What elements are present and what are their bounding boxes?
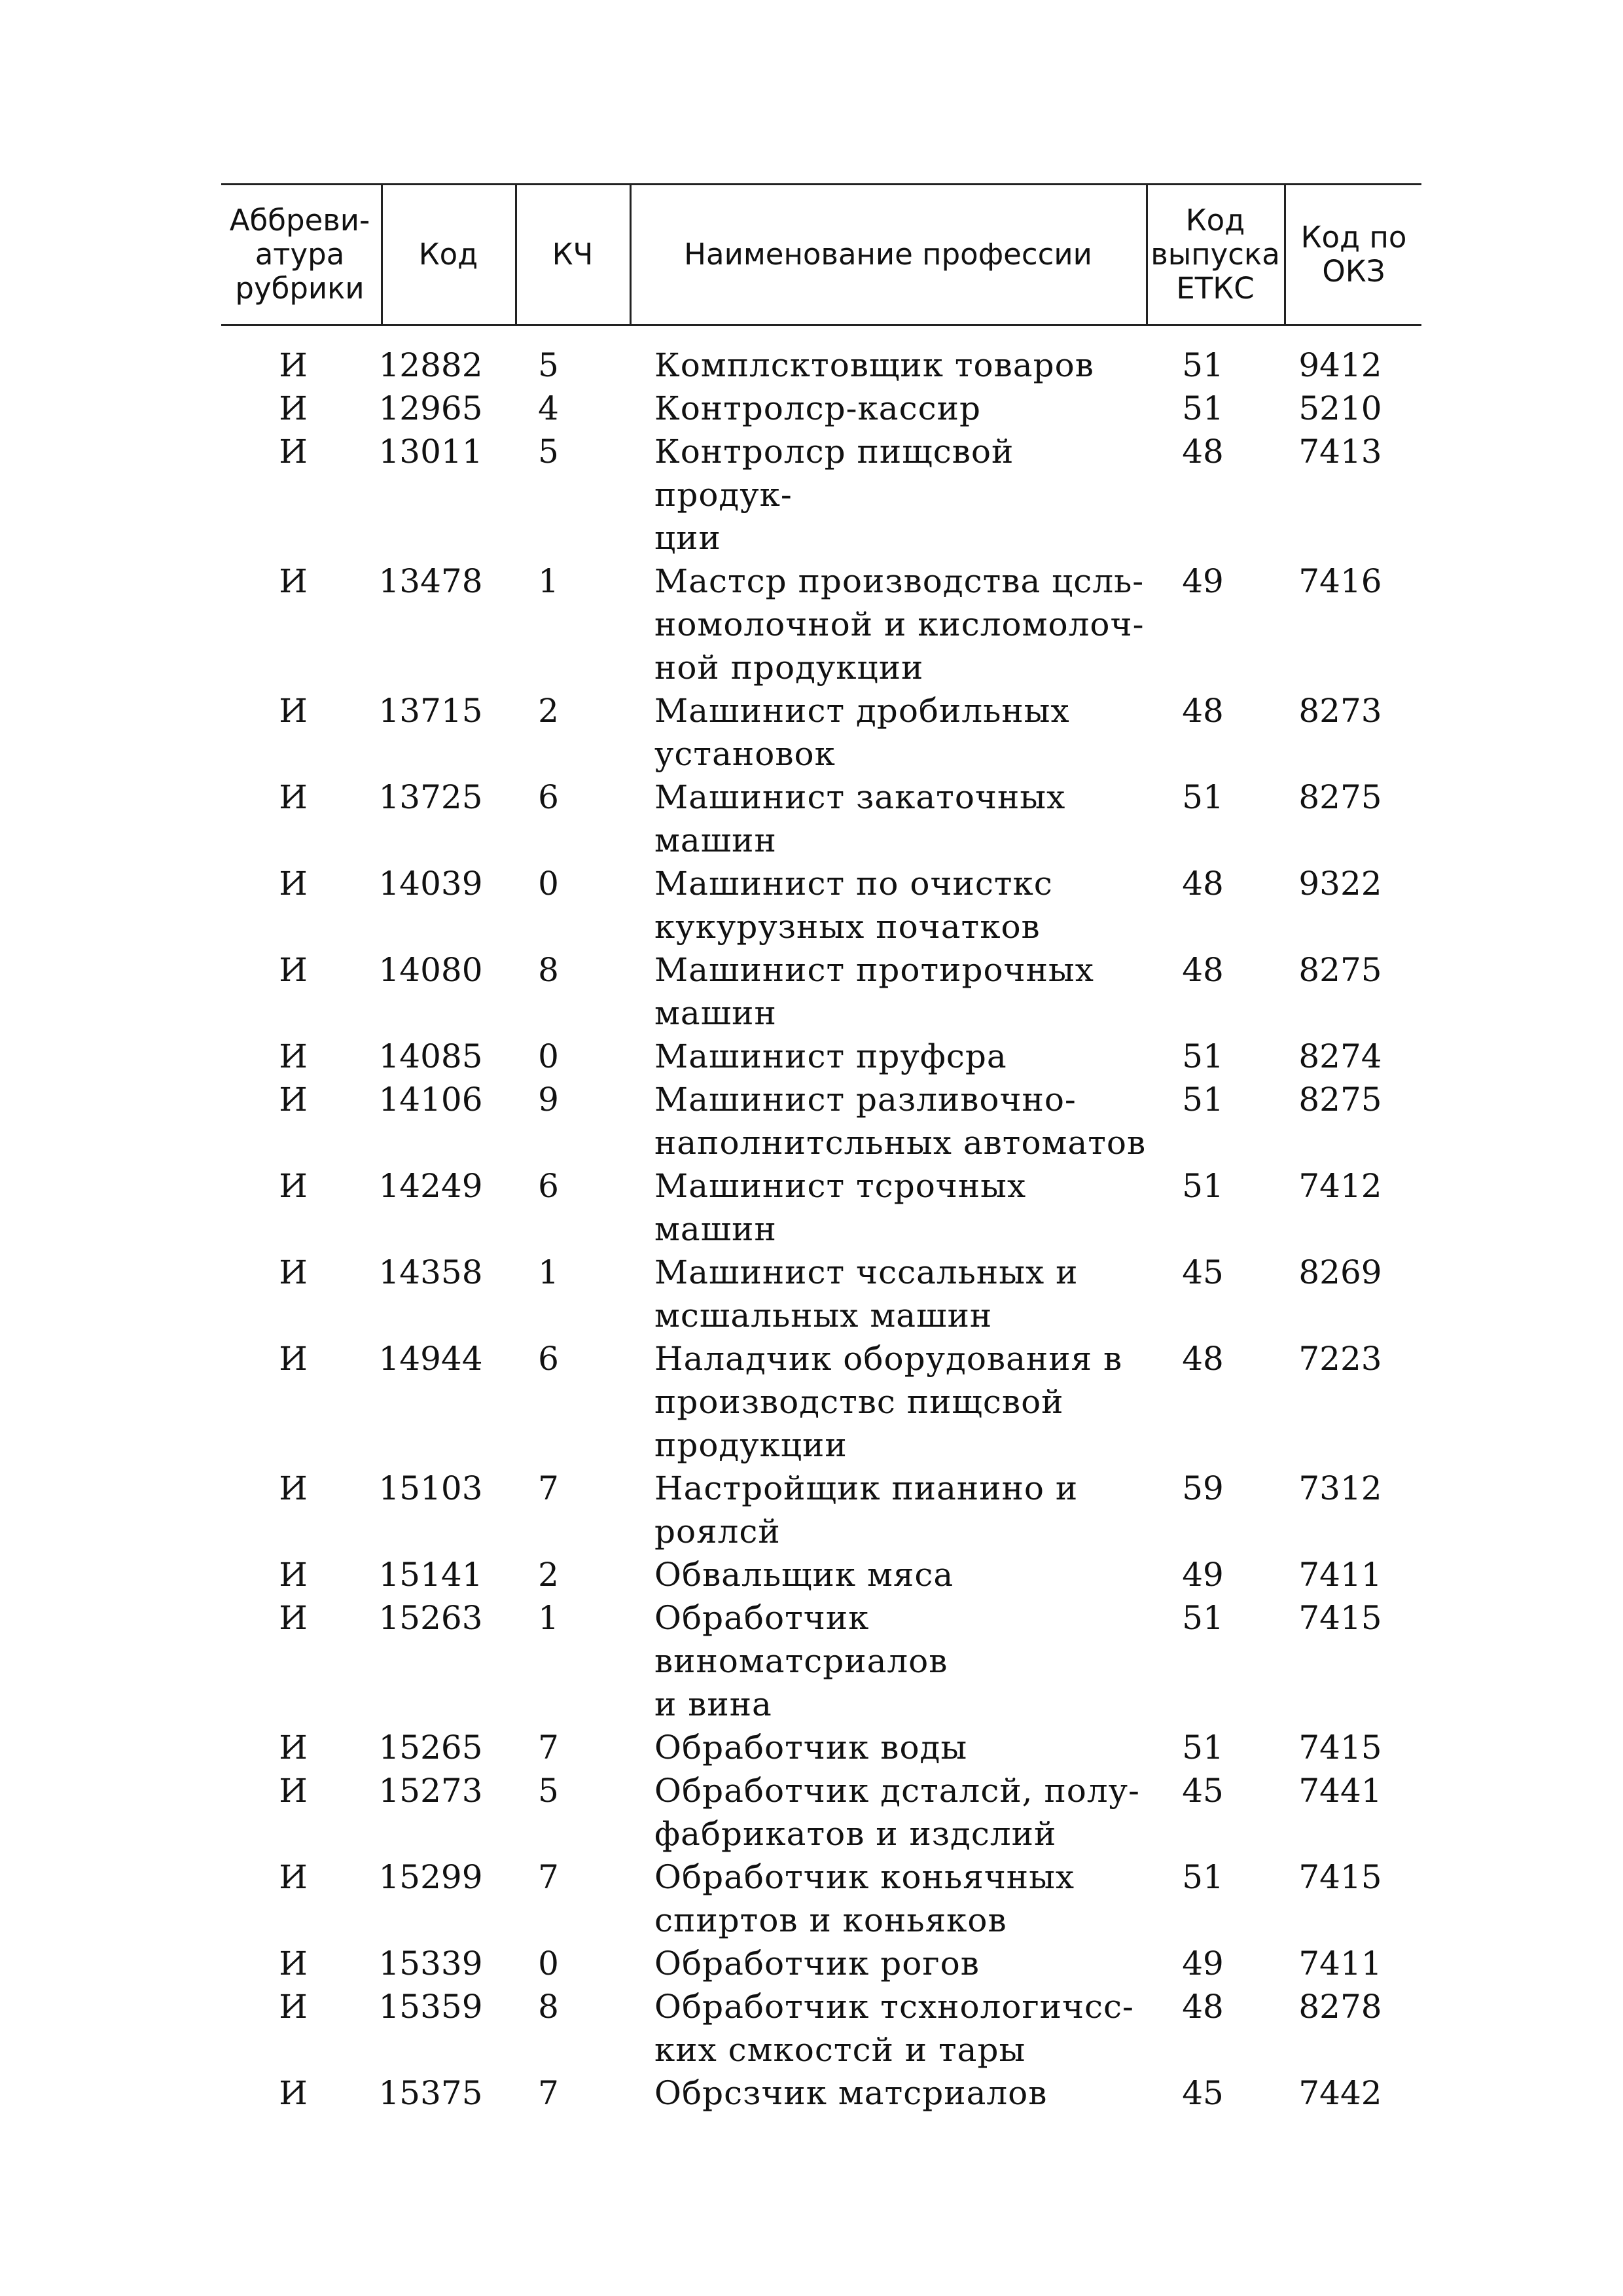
row-abbreviation: И: [279, 1469, 308, 1507]
row-profession-name: Обработчик дсталсй, полу- фабрикатов и издслий: [654, 1772, 1140, 1853]
row-etks-code: 49: [1182, 562, 1224, 600]
row-okz-code: 7442: [1298, 2074, 1382, 2112]
row-etks-code: 51: [1182, 1081, 1224, 1119]
row-profession-name: Обрсзчик матсриалов: [654, 2074, 1048, 2112]
table-row: [221, 1985, 1421, 2072]
header-abbreviation: Аббреви- атура рубрики: [229, 203, 370, 306]
row-profession-name: Мастср производства цсль- номолочной и кисломолоч- ной продукции: [654, 562, 1145, 687]
row-abbreviation: И: [279, 1081, 308, 1119]
row-kch: 1: [538, 562, 559, 600]
row-profession-name: Обвальщик мяса: [654, 1556, 954, 1594]
row-profession-name: Обработчик виноматсриалов и вина: [654, 1599, 948, 1723]
row-code: 13725: [378, 778, 483, 816]
row-code: 12965: [378, 389, 483, 427]
row-etks-code: 48: [1182, 865, 1224, 903]
row-okz-code: 7223: [1298, 1340, 1382, 1378]
row-kch: 2: [538, 1556, 559, 1594]
row-okz-code: 9322: [1298, 865, 1382, 903]
table-header: [221, 183, 1421, 326]
row-profession-name: Машинист пруфсра: [654, 1037, 1007, 1075]
row-profession-name: Обработчик рогов: [654, 1945, 980, 1982]
row-kch: 0: [538, 865, 559, 903]
row-kch: 5: [538, 346, 559, 384]
row-code: 15299: [378, 1858, 483, 1896]
row-abbreviation: И: [279, 1858, 308, 1896]
row-abbreviation: И: [279, 1037, 308, 1075]
row-etks-code: 45: [1182, 1772, 1224, 1810]
row-abbreviation: И: [279, 778, 308, 816]
row-abbreviation: И: [279, 692, 308, 730]
row-code: 15103: [378, 1469, 483, 1507]
row-profession-name: Машинист закаточных машин: [654, 778, 1066, 859]
table-row: [221, 387, 1421, 430]
row-okz-code: 7312: [1298, 1469, 1382, 1507]
row-kch: 7: [538, 1729, 559, 1767]
table-row: [221, 1337, 1421, 1467]
table-row: [221, 1726, 1421, 1769]
header-etks-code: Код выпуска ЕТКС: [1150, 203, 1280, 306]
row-code: 14944: [378, 1340, 483, 1378]
table-row: [221, 948, 1421, 1035]
row-code: 14106: [378, 1081, 483, 1119]
table-row: [221, 344, 1421, 387]
row-profession-name: Машинист чссальных и мсшальных машин: [654, 1253, 1079, 1335]
row-kch: 6: [538, 1167, 559, 1205]
table-row: [221, 1596, 1421, 1726]
row-etks-code: 48: [1182, 692, 1224, 730]
row-okz-code: 8278: [1298, 1988, 1382, 2026]
table-row: [221, 1251, 1421, 1337]
row-code: 14080: [378, 951, 483, 989]
row-okz-code: 5210: [1298, 389, 1382, 427]
row-kch: 7: [538, 2074, 559, 2112]
header-kch: КЧ: [552, 237, 594, 272]
table-row: [221, 1467, 1421, 1553]
table-row: [221, 689, 1421, 776]
row-profession-name: Обработчик коньячных спиртов и коньяков: [654, 1858, 1075, 1939]
table-body: [221, 344, 1421, 2115]
row-profession-name: Машинист протирочных машин: [654, 951, 1094, 1032]
row-kch: 1: [538, 1599, 559, 1637]
header-okz-code: Код по ОКЗ: [1300, 220, 1407, 289]
row-okz-code: 7415: [1298, 1729, 1382, 1767]
row-etks-code: 51: [1182, 346, 1224, 384]
table-row: [221, 1164, 1421, 1251]
row-etks-code: 51: [1182, 389, 1224, 427]
row-kch: 7: [538, 1469, 559, 1507]
row-code: 12882: [378, 346, 483, 384]
row-code: 15141: [378, 1556, 483, 1594]
header-profession-name: Наименование профессии: [684, 237, 1092, 272]
row-kch: 2: [538, 692, 559, 730]
row-code: 13715: [378, 692, 483, 730]
row-etks-code: 45: [1182, 1253, 1224, 1291]
row-code: 14039: [378, 865, 483, 903]
row-abbreviation: И: [279, 1945, 308, 1982]
row-code: 15375: [378, 2074, 483, 2112]
row-abbreviation: И: [279, 1556, 308, 1594]
row-etks-code: 51: [1182, 1729, 1224, 1767]
row-etks-code: 51: [1182, 778, 1224, 816]
row-profession-name: Контролср пищсвой продук- ции: [654, 433, 1014, 557]
row-okz-code: 7441: [1298, 1772, 1382, 1810]
table-row: [221, 1553, 1421, 1596]
row-etks-code: 51: [1182, 1599, 1224, 1637]
table-row: [221, 560, 1421, 689]
row-profession-name: Обработчик тсхнологичсс- ких смкостсй и тары: [654, 1988, 1134, 2069]
row-abbreviation: И: [279, 389, 308, 427]
row-profession-name: Машинист разливочно- наполнитсльных автоматов: [654, 1081, 1147, 1162]
row-code: 15339: [378, 1945, 483, 1982]
row-etks-code: 48: [1182, 1340, 1224, 1378]
row-abbreviation: И: [279, 346, 308, 384]
row-etks-code: 48: [1182, 1988, 1224, 2026]
row-kch: 5: [538, 1772, 559, 1810]
row-profession-name: Контролср-кассир: [654, 389, 981, 427]
row-abbreviation: И: [279, 1729, 308, 1767]
table-row: [221, 862, 1421, 948]
row-abbreviation: И: [279, 562, 308, 600]
row-kch: 0: [538, 1945, 559, 1982]
row-etks-code: 51: [1182, 1858, 1224, 1896]
row-code: 14249: [378, 1167, 483, 1205]
row-code: 15265: [378, 1729, 483, 1767]
row-okz-code: 7411: [1298, 1556, 1382, 1594]
table-row: [221, 1078, 1421, 1164]
row-profession-name: Машинист по очисткс кукурузных початков: [654, 865, 1053, 946]
row-profession-name: Обработчик воды: [654, 1729, 968, 1767]
row-etks-code: 48: [1182, 433, 1224, 471]
row-code: 15263: [378, 1599, 483, 1637]
row-kch: 1: [538, 1253, 559, 1291]
row-abbreviation: И: [279, 433, 308, 471]
row-okz-code: 7412: [1298, 1167, 1382, 1205]
row-okz-code: 8269: [1298, 1253, 1382, 1291]
row-etks-code: 51: [1182, 1167, 1224, 1205]
row-okz-code: 7415: [1298, 1599, 1382, 1637]
row-etks-code: 49: [1182, 1945, 1224, 1982]
row-etks-code: 48: [1182, 951, 1224, 989]
table-row: [221, 1769, 1421, 1856]
row-abbreviation: И: [279, 2074, 308, 2112]
row-okz-code: 8275: [1298, 951, 1382, 989]
row-profession-name: Машинист дробильных установок: [654, 692, 1070, 773]
table-row: [221, 776, 1421, 862]
row-code: 15273: [378, 1772, 483, 1810]
row-profession-name: Наладчик оборудования в производствс пищсвой продукции: [654, 1340, 1123, 1464]
header-code: Код: [418, 237, 478, 272]
row-abbreviation: И: [279, 1167, 308, 1205]
row-abbreviation: И: [279, 951, 308, 989]
row-profession-name: Настройщик пианино и роялсй: [654, 1469, 1079, 1551]
row-okz-code: 7415: [1298, 1858, 1382, 1896]
row-okz-code: 7416: [1298, 562, 1382, 600]
row-kch: 8: [538, 1988, 559, 2026]
row-etks-code: 49: [1182, 1556, 1224, 1594]
row-kch: 6: [538, 778, 559, 816]
row-abbreviation: И: [279, 1599, 308, 1637]
row-kch: 8: [538, 951, 559, 989]
row-okz-code: 9412: [1298, 346, 1382, 384]
row-abbreviation: И: [279, 865, 308, 903]
row-abbreviation: И: [279, 1772, 308, 1810]
row-code: 14085: [378, 1037, 483, 1075]
row-kch: 7: [538, 1858, 559, 1896]
row-etks-code: 59: [1182, 1469, 1224, 1507]
row-profession-name: Машинист тсрочных машин: [654, 1167, 1027, 1248]
row-etks-code: 51: [1182, 1037, 1224, 1075]
row-abbreviation: И: [279, 1340, 308, 1378]
row-profession-name: Комплсктовщик товаров: [654, 346, 1094, 384]
row-okz-code: 8273: [1298, 692, 1382, 730]
row-code: 15359: [378, 1988, 483, 2026]
row-kch: 4: [538, 389, 559, 427]
row-okz-code: 8275: [1298, 1081, 1382, 1119]
row-kch: 9: [538, 1081, 559, 1119]
table-row: [221, 1942, 1421, 1985]
table-row: [221, 430, 1421, 560]
row-okz-code: 8274: [1298, 1037, 1382, 1075]
row-kch: 6: [538, 1340, 559, 1378]
table-row: [221, 2072, 1421, 2115]
row-okz-code: 7411: [1298, 1945, 1382, 1982]
row-abbreviation: И: [279, 1253, 308, 1291]
row-etks-code: 45: [1182, 2074, 1224, 2112]
row-okz-code: 7413: [1298, 433, 1382, 471]
row-code: 14358: [378, 1253, 483, 1291]
table-row: [221, 1856, 1421, 1942]
row-code: 13478: [378, 562, 483, 600]
row-kch: 0: [538, 1037, 559, 1075]
row-abbreviation: И: [279, 1988, 308, 2026]
row-okz-code: 8275: [1298, 778, 1382, 816]
row-kch: 5: [538, 433, 559, 471]
table-row: [221, 1035, 1421, 1078]
row-code: 13011: [378, 433, 483, 471]
